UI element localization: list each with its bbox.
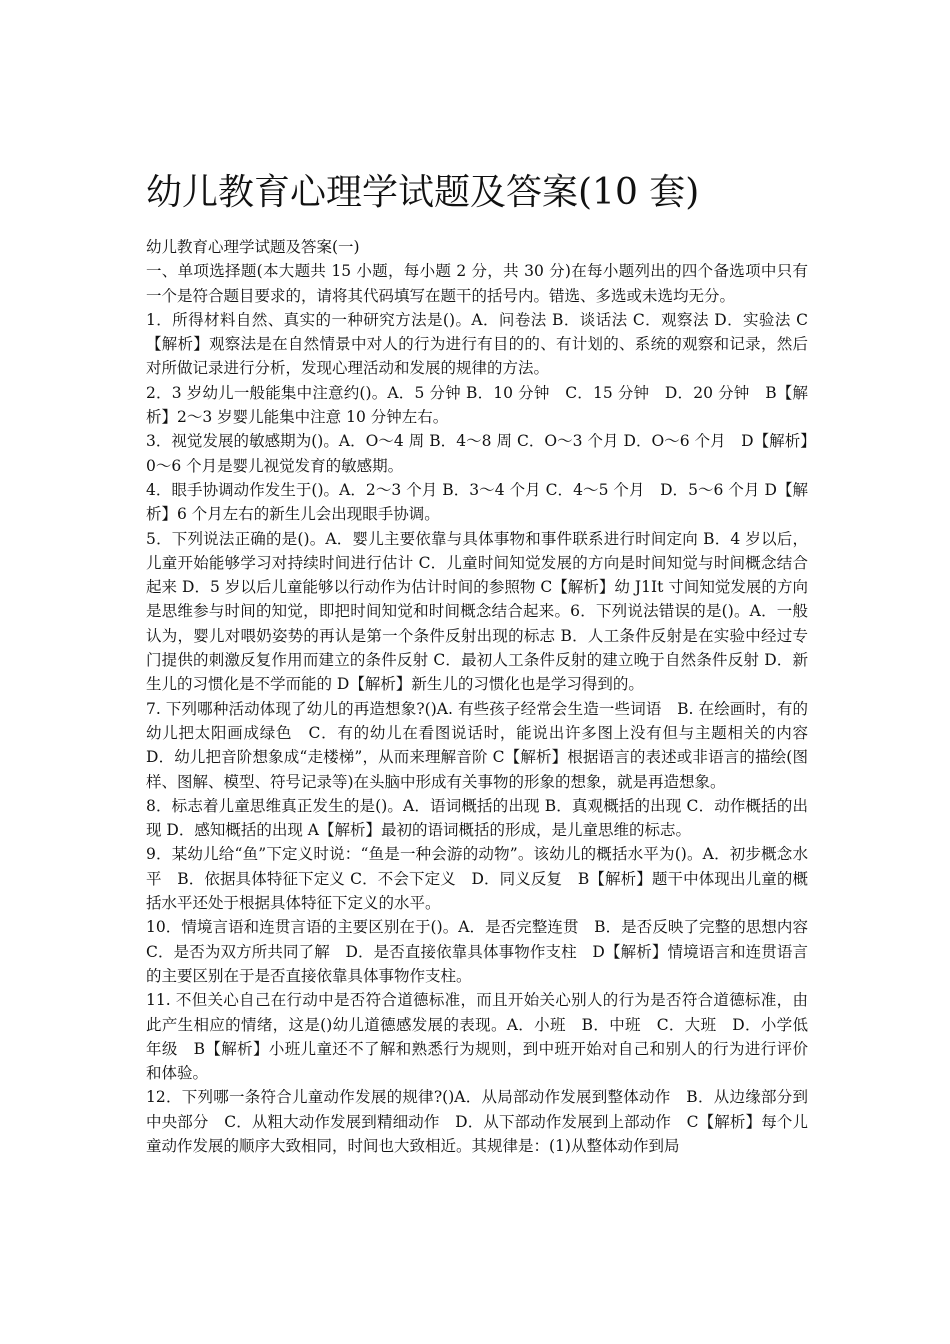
- question-4: 4．眼手协调动作发生于()。A．2～3 个月 B．3～4 个月 C．4～5 个月 D．5～6 个月 D【解析】6 个月左右的新生儿会出现眼手协调。: [146, 480, 808, 524]
- question-10: 10．情境言语和连贯言语的主要区别在于()。A．是否完整连贯 B．是否反映了完整的思想内容 C．是否为双方所共同了解 D．是否直接依靠具体事物作支柱 D【解析】情境语言和连贯语言的主要区别在于是否直接依靠具体事物作支柱。: [146, 918, 824, 985]
- question-5-6: 5．下列说法正确的是()。A．婴儿主要依靠与具体事物和事件联系进行时间定向 B．4 岁以后，儿童开始能够学习对持续时间进行估计 C．儿童时间知觉发展的方向是时间知觉与时间概念结合起来 D．5 岁以后儿童能够以行动作为估计时间的参照物 C【解析】幼 J1It 寸间知觉发展的方向是思维参与时间的知觉，即把时间知觉和时间概念结合起来。6．下列说法错误的是()。A．一般认为，婴儿对喂奶姿势的再认是第一个条件反射出现的标志 B．人工条件反射是在实验中经过专门提供的刺激反复作用而建立的条件反射 C．最初人工条件反射的建立晚于自然条件反射 D．新生儿的习惯化是不学而能的 D【解析】新生儿的习惯化也是学习得到的。: [146, 529, 808, 694]
- question-11: 11. 不但关心自己在行动中是否符合道德标准，而且开始关心别人的行为是否符合道德标准，由此产生相应的情绪，这是()幼儿道德感发展的表现。A．小班 B．中班 C．大班 D．小学低年级 B【解析】小班儿童还不了解和熟悉行为规则，到中班开始对自己和别人的行为进行评价和体验。: [146, 991, 808, 1083]
- question-9: 9．某幼儿给“鱼”下定义时说：“鱼是一种会游的动物”。该幼儿的概括水平为()。A．初步概念水平 B．依据具体特征下定义 C．不会下定义 D．同义反复 B【解析】题干中体现出儿童的概括水平还处于根据具体特征下定义的水平。: [146, 845, 808, 913]
- question-8: 8．标志着儿童思维真正发生的是()。A．语词概括的出现 B．真观概括的出现 C．动作概括的出现 D．感知概括的出现 A【解析】最初的语词概括的形成，是儿童思维的标志。: [146, 796, 808, 840]
- question-3: 3．视觉发展的敏感期为()。A．O～4 周 B．4～8 周 C．O～3 个月 D．O～6 个月 D【解析】0～6 个月是婴儿视觉发育的敏感期。: [146, 432, 808, 475]
- question-7: 7. 下列哪种活动体现了幼儿的再造想象?()A. 有些孩子经常会生造一些词语 B. 在绘画时，有的幼儿把太阳画成绿色 C．有的幼儿在看图说话时，能说出许多图上没有但与主题相关的内容 D．幼儿把音阶想象成“走楼梯”，从而来理解音阶 C【解析】根据语言的表述或非语言的描绘(图样、图解、模型、符号记录等)在头脑中形成有关事物的形象的想象，就是再造想象。: [146, 699, 824, 791]
- paragraph-instructions: 一、单项选择题(本大题共 15 小题，每小题 2 分，共 30 分)在每小题列出的四个备选项中只有一个是符合题目要求的，请将其代码填写在题干的括号内。错选、多选或未选均无分。: [146, 262, 808, 305]
- document-title: 幼儿教育心理学试题及答案(10 套): [146, 172, 700, 213]
- question-12: 12．下列哪一条符合儿童动作发展的规律?()A．从局部动作发展到整体动作 B．从边缘部分到中央部分 C．从粗大动作发展到精细动作 D．从下部动作发展到上部动作 C【解析】每个儿童动作发展的顺序大致相同，时间也大致相近。其规律是：(1)从整体动作到局: [146, 1088, 808, 1155]
- question-2: 2．3 岁幼儿一般能集中注意约()。A．5 分钟 B．10 分钟 C．15 分钟 D．20 分钟 B【解析】2～3 岁婴儿能集中注意 10 分钟左右。: [146, 383, 808, 427]
- document-body: [146, 235, 824, 1158]
- paragraph-subtitle: 幼儿教育心理学试题及答案(一): [146, 238, 360, 256]
- question-1: 1．所得材料自然、真实的一种研究方法是()。A．问卷法 B．谈话法 C．观察法 D．实验法 C【解析】观察法是在自然情景中对人的行为进行有目的的、有计划的、系统的观察和记录，然后对所做记录进行分析，发现心理活动和发展的规律的方法。: [146, 310, 808, 378]
